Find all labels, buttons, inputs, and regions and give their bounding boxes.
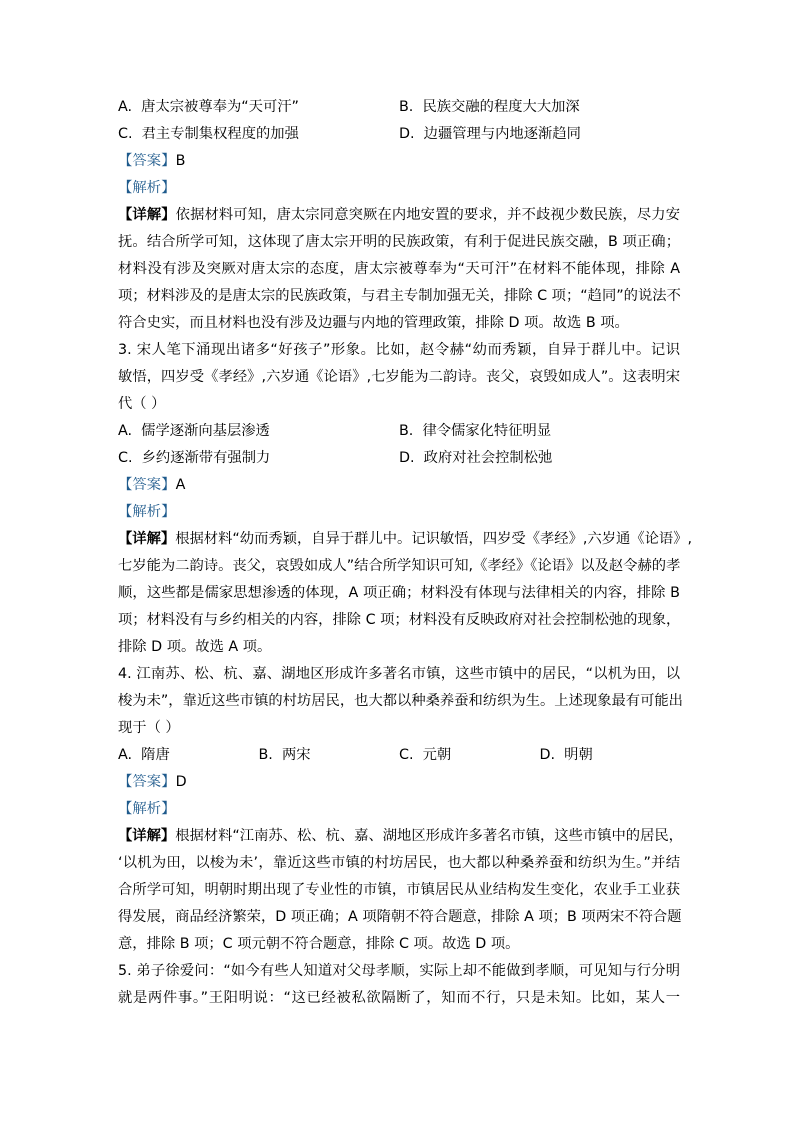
option-text: 民族交融的程度大大加深 <box>422 99 580 115</box>
q4-answer <box>118 769 680 796</box>
q2-options-row-1 <box>118 94 680 121</box>
q3-option-b <box>399 418 680 445</box>
option-text: 元朝 <box>422 747 452 763</box>
option-letter: C. <box>118 450 133 466</box>
q2-options-row-2 <box>118 121 680 148</box>
option-text: 明朝 <box>564 747 593 763</box>
q2-option-c <box>118 121 399 148</box>
option-letter: A. <box>118 747 133 763</box>
detail-line: 【详解】根据材料“江南苏、松、杭、嘉、湖地区形成许多著名市镇，这些市镇中的居民， <box>118 828 683 844</box>
detail-line: 七岁能为二韵诗。丧父，哀毁如成人”结合所学知识可知,《孝经》《论语》以及赵令赫的孝 <box>118 558 681 574</box>
stem-line: 4. 江南苏、松、杭、嘉、湖地区形成许多著名市镇，这些市镇中的居民，“以机为田，以 <box>118 666 680 682</box>
detail-line: 意，排除 B 项；C 项元朝不符合题意，排除 C 项。故选 D 项。 <box>118 936 520 952</box>
answer-label: 【答案】 <box>118 153 176 169</box>
detail-line: 【详解】根据材料“幼而秀颖，自异于群儿中。记识敏悟，四岁受《孝经》,六岁通《论语》, <box>118 531 693 547</box>
detail-line: 合所学可知，明朝时期出现了专业性的市镇，市镇居民从业结构发生变化，农业手工业获 <box>118 882 680 898</box>
q3-option-a <box>118 418 399 445</box>
q4-stem <box>118 661 683 742</box>
answer-value: B <box>175 153 186 169</box>
q2-answer <box>118 148 680 175</box>
option-text: 政府对社会控制松弛 <box>423 450 553 466</box>
option-text: 边疆管理与内地逐渐趋同 <box>423 126 581 142</box>
detail-line: 材料没有涉及突厥对唐太宗的态度，唐太宗被尊奉为“天可汗”在材料不能体现，排除 A <box>118 261 680 277</box>
detail-line: 符合史实，而且材料也没有涉及边疆与内地的管理政策，排除 D 项。故选 B 项。 <box>118 315 629 331</box>
option-text: 唐太宗被尊奉为“天可汗” <box>141 99 299 115</box>
stem-line: 就是两件事。”王阳明说：“这已经被私欲隔断了，知而不行，只是未知。比如，某人一 <box>118 990 680 1006</box>
option-letter: B. <box>258 747 273 763</box>
detail-line: 排除 D 项。故选 A 项。 <box>118 639 272 655</box>
q3-options-row-2 <box>118 445 680 472</box>
detail-line: 项；材料涉及的是唐太宗的民族政策，与君主专制加强无关，排除 C 项；“趋同”的说法不 <box>118 288 681 304</box>
option-letter: D. <box>399 450 415 466</box>
q3-detail <box>118 526 693 661</box>
q3-analysis-heading <box>118 499 680 526</box>
q2-option-b <box>399 94 680 121</box>
q4-option-a <box>118 742 259 769</box>
stem-line: 5. 弟子徐爱问：“如今有些人知道对父母孝顺，实际上却不能做到孝顺，可见知与行分明 <box>118 963 680 979</box>
q2-option-d <box>399 121 680 148</box>
detail-line: ‘以机为田，以梭为未’，靠近这些市镇的村坊居民，也大都以种桑养蚕和纺织为生。”并结 <box>118 855 680 871</box>
stem-line: 代（ ） <box>118 396 166 412</box>
document-page <box>118 94 693 1012</box>
stem-line: 现于（ ） <box>118 720 180 736</box>
option-text: 儒学逐渐向基层渗透 <box>141 423 270 439</box>
option-letter: D. <box>539 747 556 763</box>
q3-option-c <box>118 445 399 472</box>
detail-line: 【详解】依据材料可知，唐太宗同意突厥在内地安置的要求，并不歧视少数民族，尽力安 <box>118 207 680 223</box>
option-letter: C. <box>399 747 414 763</box>
answer-label: 【答案】 <box>118 477 176 493</box>
analysis-label: 【解析】 <box>118 504 176 520</box>
detail-line: 抚。结合所学可知，这体现了唐太宗开明的民族政策，有利于促进民族交融，B 项正确； <box>118 234 680 250</box>
detail-label: 【详解】 <box>118 828 176 844</box>
option-letter: A. <box>118 423 133 439</box>
detail-label: 【详解】 <box>118 531 176 547</box>
detail-label: 【详解】 <box>118 207 176 223</box>
option-letter: C. <box>118 126 133 142</box>
q4-detail <box>118 823 683 958</box>
detail-line: 项；材料没有与乡约相关的内容，排除 C 项；材料没有反映政府对社会控制松弛的现象， <box>118 612 681 628</box>
q3-option-d <box>399 445 680 472</box>
answer-value: A <box>175 477 186 493</box>
answer-label: 【答案】 <box>118 774 176 790</box>
q3-stem <box>118 337 680 418</box>
option-text: 乡约逐渐带有强制力 <box>141 450 271 466</box>
q5-stem <box>118 958 680 1012</box>
analysis-label: 【解析】 <box>118 180 176 196</box>
q4-analysis-heading <box>118 796 680 823</box>
q4-option-d <box>540 742 681 769</box>
option-letter: B. <box>399 99 414 115</box>
option-letter: D. <box>399 126 415 142</box>
analysis-label: 【解析】 <box>118 801 176 817</box>
detail-line: 得发展，商品经济繁荣，D 项正确；A 项隋朝不符合题意，排除 A 项；B 项两宋不符合题 <box>118 909 682 925</box>
option-text: 隋唐 <box>141 747 170 763</box>
stem-line: 梭为未”，靠近这些市镇的村坊居民，也大都以种桑养蚕和纺织为生。上述现象最有可能出 <box>118 693 683 709</box>
q2-analysis-heading <box>118 175 680 202</box>
option-text: 两宋 <box>281 747 311 763</box>
option-text: 律令儒家化特征明显 <box>422 423 552 439</box>
q4-options-row <box>118 742 680 769</box>
q4-option-c <box>399 742 540 769</box>
q3-answer <box>118 472 680 499</box>
option-letter: A. <box>118 99 133 115</box>
answer-value: D <box>175 774 187 790</box>
option-letter: B. <box>399 423 414 439</box>
stem-line: 3. 宋人笔下涌现出诸多“好孩子”形象。比如，赵令赫“幼而秀颖，自异于群儿中。记识 <box>118 342 680 358</box>
detail-line: 顺，这些都是儒家思想渗透的体现，A 项正确；材料没有体现与法律相关的内容，排除 B <box>118 585 680 601</box>
stem-line: 敏悟，四岁受《孝经》,六岁通《论语》,七岁能为二韵诗。丧父，哀毁如成人”。这表明宋 <box>118 369 680 385</box>
option-text: 君主专制集权程度的加强 <box>141 126 299 142</box>
q2-detail <box>118 202 680 337</box>
q3-options-row-1 <box>118 418 680 445</box>
q2-option-a <box>118 94 399 121</box>
q4-option-b <box>259 742 400 769</box>
